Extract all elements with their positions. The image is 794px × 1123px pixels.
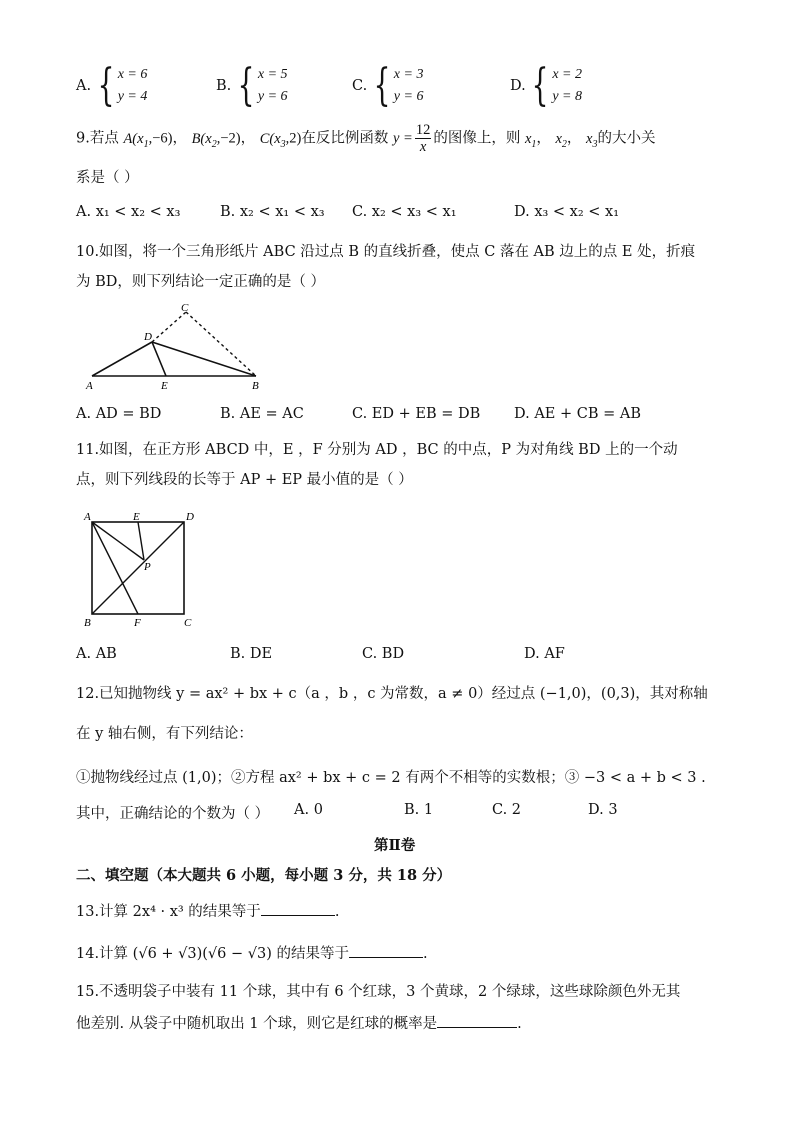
q12-stem-line1: 12.已知抛物线 y = ax² + bx + c（a ，b ，c 为常数，a ≠ 0）经过点 (−1,0)，(0,3)，其对称轴 bbox=[76, 686, 708, 702]
q13-stem: 13.计算 2x⁴ · x³ 的结果等于 . bbox=[76, 900, 339, 921]
label-A: A bbox=[86, 380, 93, 392]
q9-option-d: D. x₃ < x₂ < x₁ bbox=[514, 204, 620, 220]
q10-option-d: D. AE + CB = AB bbox=[514, 406, 641, 422]
q12-option-c: C. 2 bbox=[492, 802, 522, 818]
segment-DE bbox=[152, 342, 166, 376]
q12-option-b: B. 1 bbox=[404, 802, 434, 818]
q11-option-a: A. AB bbox=[76, 646, 117, 662]
segment-CB-dashed bbox=[186, 312, 256, 376]
label-E: E bbox=[161, 380, 168, 392]
section-title: 第Ⅱ卷 bbox=[374, 837, 416, 854]
q8-option-d: D. { x = 2 y = 8 bbox=[510, 60, 582, 111]
q11-option-c: C. BD bbox=[362, 646, 405, 662]
segment-DB bbox=[152, 342, 256, 376]
q13-answer-blank[interactable] bbox=[261, 901, 335, 916]
q12-option-d: D. 3 bbox=[588, 802, 618, 818]
q15-stem-line1: 15.不透明袋子中装有 11 个球，其中有 6 个红球，3 个黄球，2 个绿球，这些球除颜色外无其 bbox=[76, 984, 681, 1000]
label-F: F bbox=[134, 617, 141, 629]
q12-statements: ①抛物线经过点 (1,0)；②方程 ax² + bx + c = 2 有两个不相等的实数根；③ −3 < a + b < 3 . bbox=[76, 770, 706, 786]
label-D: D bbox=[144, 331, 152, 343]
segment-AD bbox=[92, 342, 152, 376]
q9-option-c: C. x₂ < x₃ < x₁ bbox=[352, 204, 457, 220]
q12-option-a: A. 0 bbox=[294, 802, 323, 818]
q10-option-a: A. AD = BD bbox=[76, 406, 162, 422]
q11-square-figure bbox=[80, 506, 210, 630]
q14-answer-blank[interactable] bbox=[349, 943, 423, 958]
segment-AF bbox=[92, 522, 138, 614]
q8-option-a: A. { x = 6 y = 4 bbox=[76, 60, 148, 111]
q10-option-c: C. ED + EB = DB bbox=[352, 406, 481, 422]
q11-stem-line1: 11.如图，在正方形 ABCD 中，E ，F 分别为 AD ，BC 的中点，P 为对角线 BD 上的一个动 bbox=[76, 442, 678, 458]
q14-stem: 14.计算 (√6 + √3)(√6 − √3) 的结果等于 . bbox=[76, 942, 428, 963]
segment-EP bbox=[138, 522, 144, 560]
label-D: D bbox=[186, 511, 194, 523]
q8-option-b: B. { x = 5 y = 6 bbox=[216, 60, 288, 111]
q11-option-b: B. DE bbox=[230, 646, 273, 662]
label-B: B bbox=[252, 380, 259, 392]
q12-stem-line4: 其中，正确结论的个数为（ ） bbox=[76, 806, 270, 822]
segment-AP bbox=[92, 522, 144, 560]
segment-DC-dashed bbox=[152, 312, 186, 342]
q9-option-b: B. x₂ < x₁ < x₃ bbox=[220, 204, 325, 220]
label-C: C bbox=[181, 302, 189, 314]
label-E: E bbox=[133, 511, 140, 523]
label-C: C bbox=[184, 617, 192, 629]
q9-option-a: A. x₁ < x₂ < x₃ bbox=[76, 204, 181, 220]
q12-stem-line2: 在 y 轴右侧，有下列结论： bbox=[76, 726, 253, 742]
diagonal-BD bbox=[92, 522, 184, 614]
q9-stem-line2: 系是（ ） bbox=[76, 170, 139, 186]
q11-option-d: D. AF bbox=[524, 646, 565, 662]
section-heading: 二、填空题（本大题共 6 小题，每小题 3 分，共 18 分） bbox=[76, 867, 452, 884]
q10-option-b: B. AE = AC bbox=[220, 406, 304, 422]
q10-triangle-figure bbox=[84, 302, 284, 394]
label-B: B bbox=[84, 617, 91, 629]
q10-stem-line2: 为 BD，则下列结论一定正确的是（ ） bbox=[76, 274, 325, 290]
q9-stem-line1: 9.若点 $A(x_1,-6)$， $B(x_2,-2)$， $C(x_3,2)$在反比例函数 y = $\frac{12}{x}$ 的图像上，则 $x_1$， $x_2$， $x_3$的大小关 bbox=[76, 122, 656, 155]
q11-stem-line2: 点，则下列线段的长等于 AP + EP 最小值的是（ ） bbox=[76, 472, 413, 488]
q15-answer-blank[interactable] bbox=[437, 1013, 517, 1028]
label-A: A bbox=[84, 511, 91, 523]
label-P: P bbox=[144, 561, 151, 573]
q15-stem-line2: 他差别. 从袋子中随机取出 1 个球，则它是红球的概率是 . bbox=[76, 1012, 522, 1033]
q10-stem-line1: 10.如图，将一个三角形纸片 ABC 沿过点 B 的直线折叠，使点 C 落在 AB 边上的点 E 处，折痕 bbox=[76, 244, 696, 260]
q8-option-c: C. { x = 3 y = 6 bbox=[352, 60, 424, 111]
